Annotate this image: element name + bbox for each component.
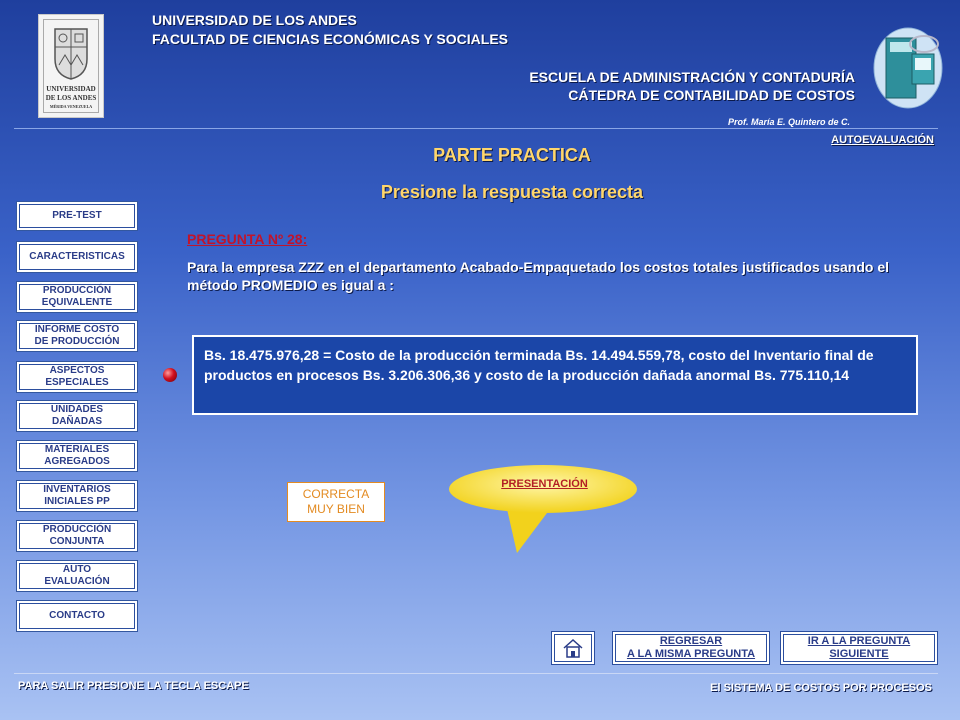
logo-text: DE LOS ANDES [45, 94, 97, 102]
presentacion-link[interactable]: PRESENTACIÓN [501, 478, 588, 490]
school-name: ESCUELA DE ADMINISTRACIÓN Y CONTADURÍA [529, 69, 855, 85]
question-text: Para la empresa ZZZ en el departamento Acabado-Empaquetado los costos totales justificados usando el método PROMEDIO es igual a : [187, 259, 889, 293]
answer-bullet-icon[interactable] [163, 368, 177, 382]
feedback-box [287, 482, 385, 522]
chair-name: CÁTEDRA DE CONTABILIDAD DE COSTOS [568, 87, 855, 103]
page-subtitle: Presione la respuesta correcta [380, 182, 644, 202]
sidebar-item-produccion-conjunta[interactable]: PRODUCCIÓN CONJUNTA [16, 520, 138, 552]
autoevaluacion-link[interactable]: AUTOEVALUACIÓN [831, 134, 934, 146]
regresar-label-2: A LA MISMA PREGUNTA [626, 648, 756, 660]
crest-icon [51, 25, 91, 81]
professor-name: Prof. María E. Quintero de C. [727, 117, 850, 127]
faculty-name: FACULTAD DE CIENCIAS ECONÓMICAS Y SOCIALES [152, 31, 508, 47]
feedback-line2: MUY BIEN [307, 502, 365, 516]
siguiente-label-1: IR A LA PREGUNTA [807, 635, 911, 647]
sidebar-item-inventarios-iniciales[interactable]: INVENTARIOS INICIALES PP [16, 480, 138, 512]
feedback-line1: CORRECTA [302, 487, 370, 501]
siguiente-button[interactable] [780, 631, 938, 665]
home-button[interactable] [551, 631, 595, 665]
header-divider [14, 128, 938, 129]
footer-exit-hint: PARA SALIR PRESIONE LA TECLA ESCAPE [18, 680, 249, 692]
home-icon [562, 637, 584, 659]
regresar-button[interactable] [612, 631, 770, 665]
siguiente-label-2: SIGUIENTE [829, 648, 889, 660]
regresar-label-1: REGRESAR [659, 635, 723, 647]
sidebar-item-auto-evaluacion[interactable]: AUTO EVALUACIÓN [16, 560, 138, 592]
university-logo [38, 14, 104, 118]
page-title: PARTE PRACTICA [433, 145, 591, 165]
university-name: UNIVERSIDAD DE LOS ANDES [152, 12, 357, 28]
sidebar-item-materiales-agregados[interactable]: MATERIALES AGREGADOS [16, 440, 138, 472]
logo-text: MÉRIDA VENEZUELA [49, 104, 93, 109]
sidebar-item-pre-test[interactable]: PRE-TEST [16, 201, 138, 231]
logo-text: UNIVERSIDAD [46, 85, 96, 93]
sidebar-item-produccion-equivalente[interactable]: PRODUCCIÓN EQUIVALENTE [16, 281, 138, 313]
sidebar-item-informe-costo[interactable]: INFORME COSTO DE PRODUCCIÓN [16, 320, 138, 352]
question-number: PREGUNTA Nº 28: [187, 231, 308, 247]
answer-option[interactable] [192, 335, 918, 415]
sidebar-item-unidades-danadas[interactable]: UNIDADES DAÑADAS [16, 400, 138, 432]
sidebar-item-caracteristicas[interactable]: CARACTERISTICAS [16, 241, 138, 273]
footer-system-name: El SISTEMA DE COSTOS POR PROCESOS [710, 682, 932, 694]
sidebar-item-contacto[interactable]: CONTACTO [16, 600, 138, 632]
answer-text: Bs. 18.475.976,28 = Costo de la producción terminada Bs. 14.494.559,78, costo del Inventario final de productos en procesos Bs. 3.206.306,36 y costo de la producción dañada anormal Bs. 775.110,14 [204, 347, 874, 383]
footer-divider [14, 673, 938, 674]
sidebar-item-aspectos-especiales[interactable]: ASPECTOS ESPECIALES [16, 361, 138, 393]
computer-illustration-icon [872, 20, 944, 110]
